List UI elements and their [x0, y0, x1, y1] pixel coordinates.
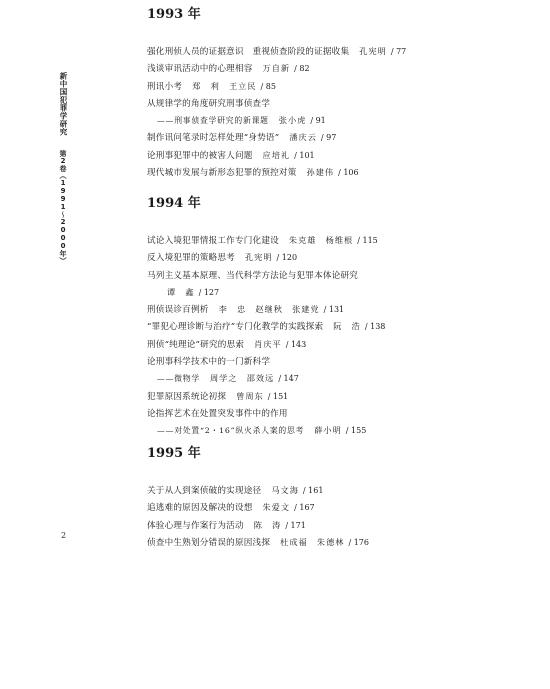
entry-author: 万自新 [262, 63, 291, 74]
entry-page: / 106 [338, 168, 359, 178]
toc-entry [147, 405, 507, 422]
entry-title: 刑侦误诊百例析 [147, 305, 209, 316]
entry-author: 谭 鑫 [167, 286, 195, 297]
entry-page: / 97 [320, 133, 337, 143]
series-title: 新中国犯罪学研究 [59, 72, 68, 136]
toc-entry [147, 301, 507, 318]
entry-page: / 167 [294, 503, 315, 513]
entry-page: / 171 [285, 520, 306, 530]
entry-title: 论刑事犯罪中的被害人问题 [147, 150, 253, 161]
entry-page: / 143 [285, 339, 307, 349]
entry-title: 现代城市发展与新形态犯罪的预控对策 [147, 168, 297, 179]
entry-title: 反入境犯罪的策略思考 [147, 253, 235, 264]
toc-entry [147, 534, 507, 551]
entry-author: 朱克雄 杨维根 [288, 235, 354, 245]
toc-entry [147, 112, 507, 129]
toc-entry [147, 43, 507, 60]
entry-page: / 161 [302, 486, 324, 495]
entry-author: 薛小明 [314, 425, 342, 436]
entry-page: / 147 [278, 374, 299, 384]
entry-title: 浅谈审讯活动中的心理相容 [147, 64, 253, 75]
entry-author: 朱爱文 [262, 502, 291, 513]
toc-entry [147, 78, 507, 95]
toc-entry [147, 517, 507, 534]
entry-author: 潘庆云 [289, 132, 317, 143]
year-heading: 1993 年 [147, 7, 201, 22]
entry-page: / 85 [260, 81, 276, 91]
year-section-1994 [147, 196, 507, 440]
toc-entry [147, 129, 507, 146]
year-section-1993 [147, 7, 507, 181]
entry-author: 孙建伟 [306, 167, 335, 178]
toc-entry [147, 95, 507, 112]
entry-author: 张小虎 [278, 115, 307, 126]
entry-title: 论指挥艺术在处置突发事件中的作用 [147, 408, 288, 419]
toc-entry [147, 318, 507, 335]
entry-title: ——刑事侦查学研究的新课题 [157, 116, 269, 126]
toc-entry [147, 353, 507, 370]
entry-author: 马文海 [271, 485, 299, 495]
entry-title: 从规律学的角度研究刑事侦查学 [147, 98, 271, 109]
entry-title: 制作讯问笔录时怎样处理“身势语” [147, 133, 280, 144]
toc-entry [147, 422, 507, 439]
toc-entry [147, 336, 507, 353]
toc-entry [147, 482, 507, 499]
year-heading: 1995 年 [147, 446, 201, 461]
entry-page: / 101 [294, 150, 315, 160]
entry-title: 关于从人到案侦破的实现途径 [147, 486, 262, 496]
toc-entry [147, 232, 507, 249]
toc-entry [147, 388, 507, 405]
entry-author: 孔宪明 [359, 46, 387, 56]
toc-entry [147, 164, 507, 181]
toc-entry [147, 267, 507, 284]
entry-author: 周学之 邵效远 [209, 373, 275, 384]
entry-author: 阮 浩 [333, 321, 361, 332]
entry-page: / 131 [323, 305, 345, 315]
entry-page: / 115 [357, 236, 378, 245]
toc-entry [147, 249, 507, 266]
toc-entry [147, 284, 507, 301]
entry-title: ——微物学 [157, 374, 200, 384]
entry-title: 刑侦“纯理论”研究的思索 [147, 339, 245, 350]
entry-title: 侦查中生熟划分错误的原因浅探 [147, 537, 271, 548]
entry-author: 肖庆平 [254, 338, 282, 349]
entry-title: 马列主义基本原理、当代科学方法论与犯罪本体论研究 [147, 270, 359, 281]
entry-page: / 155 [345, 426, 367, 436]
entry-title: ——对处置“2・16”纵火杀人案的思考 [157, 426, 305, 436]
entry-title: 体验心理与作案行为活动 [147, 520, 244, 531]
entry-page: / 82 [294, 64, 310, 74]
entry-title: “罪犯心理诊断与治疗”专门化教学的实践探索 [147, 322, 324, 333]
volume-label: 第2卷（1991～2000年） [59, 150, 67, 264]
entry-author: 李 忠 赵继秋 张建党 [218, 304, 320, 315]
entry-page: / 91 [310, 116, 326, 126]
entry-page: / 127 [198, 287, 220, 297]
entry-page: / 120 [276, 253, 298, 263]
entry-page: / 77 [390, 47, 407, 56]
entry-author: 陈 涛 [253, 519, 282, 530]
entry-author: 杜成福 朱德林 [280, 536, 345, 547]
entry-title: 论刑事科学技术中的一门新科学 [147, 357, 271, 368]
entry-title: 刑讯小考 [147, 81, 183, 92]
entry-title: 试论入境犯罪情报工作专门化建设 [147, 236, 279, 246]
entry-author: 曾周东 [236, 390, 264, 401]
toc-entry [147, 370, 507, 387]
entry-page: / 138 [364, 322, 386, 332]
entry-author: 孔宪明 [244, 252, 273, 263]
toc-entry [147, 499, 507, 516]
year-heading: 1994 年 [147, 196, 201, 211]
entry-page: / 151 [267, 391, 289, 401]
toc-entry [147, 60, 507, 77]
entry-title: 犯罪原因系统论初探 [147, 391, 227, 402]
page-number: 2 [61, 531, 67, 540]
entry-title: 强化刑侦人员的证据意识 重视侦查阶段的证据收集 [147, 47, 350, 57]
year-section-1995 [147, 446, 507, 551]
entry-title: 追逃难的原因及解决的设想 [147, 503, 253, 514]
entry-author: 郑 利 王立民 [192, 80, 257, 91]
entry-page: / 176 [348, 537, 369, 547]
toc-entry [147, 147, 507, 164]
entry-author: 应培礼 [262, 149, 291, 160]
